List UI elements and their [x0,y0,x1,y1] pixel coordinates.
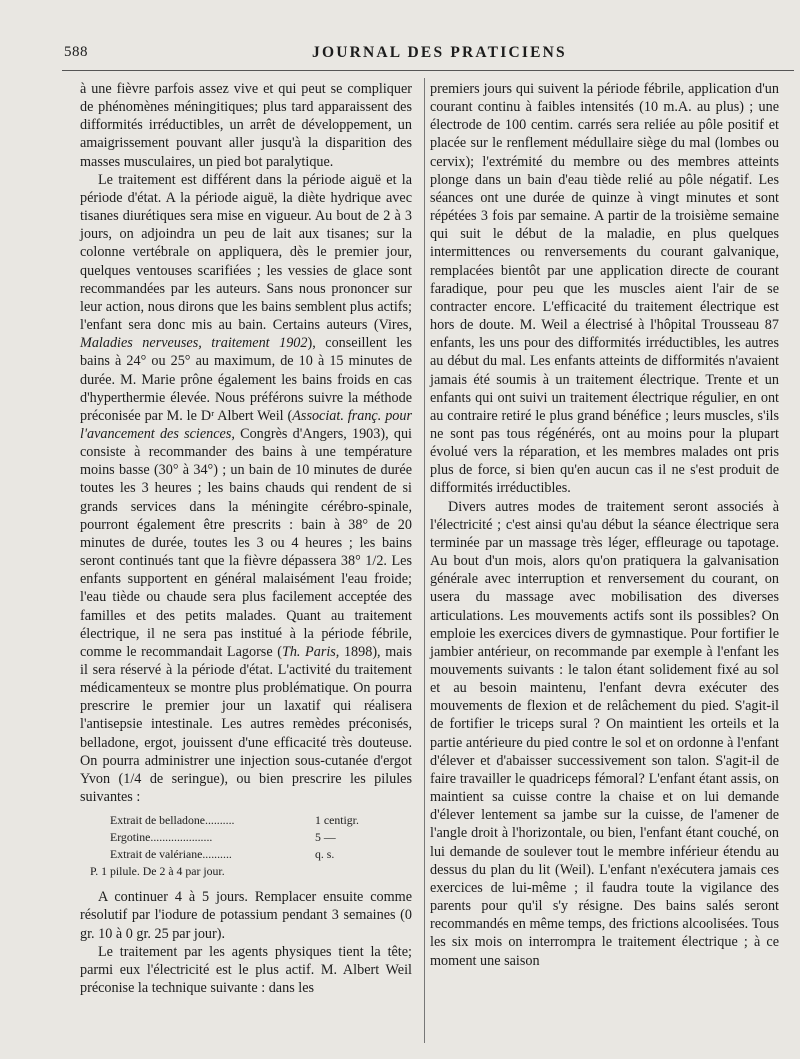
ingredient-dose: 5 — [315,830,336,845]
page-header [64,44,794,68]
paragraph: Divers autres modes de traitement seront associés à l'électricité ; c'est ainsi qu'au début la séance électrique sera terminée par un massage très léger, effleurage ou tapotage. Au bout d'un mois, alors qu'on pratiquera la galvanisation générale avec interruption et renversement du courant, on usera du massage avec mobilisation des diverses articulations. Les mouvements actifs sont ils possibles? On emploie les exercices divers de gymnastique. Pour fortifier le jambier antérieur, on recommande par exemple à l'enfant les mouvements suivants : le talon étant solidement fixé au sol et au besoin maintenu, l'enfant devra exécuter des mouvements de flexion et de relâchement du pied. S'agit-il de fortifier le triceps sural ? On maintient les orteils et la partie antérieure du pied contre le sol et on ordonne à l'enfant d'élever et d'abaisser successivement son talon. S'agit-il de faire travailler le quadriceps fémoral? L'enfant étant assis, on maintient sa cuisse contre la chaise et on lui demande d'élever lentement sa jambe sur la cuisse, de l'amener de l'angle droit à l'horizontale, ou bien, l'enfant étant couché, on lui demande de soulever tout le membre inférieur étendu au dessus du plan du lit (Weil). L'enfant n'exécutera jamais ces exercices de lui-même ; il faudra toute la vigilance des parents pour qu'il s'y résigne. Des bains salés seront recommandés en même temps, des frictions alcoolisées. Tous les six mois on interrompra le traitement électrique ; à ce moment une saison [430,498,779,969]
citation: Associat. franç. pour l'avancement des sciences, [80,407,412,442]
ingredient-name: Extrait de belladone.......... [110,813,235,828]
right-column [430,80,779,970]
citation: Th. Paris, [281,643,340,660]
paragraph: à une fièvre parfois assez vive et qui peut se compliquer de phénomènes méningitiques; plus tard apparaissent des difformités irréductibles, un arrêt de développement, un amaigrissement pouvant aller jusqu'à la disparition des masses musculaires, un pied bot paralytique. [80,81,412,170]
text-run: 1898), mais il sera réservé à la période d'état. L'activité du traitement médicamenteux se montre plus problématique. On pourra prescrire le premier jour un laxatif qui réalisera l'antisepsie intestinale. Les autres remèdes préconisés, belladone, ergot, jouissent d'une efficacité très douteuse. On pourra administrer une injection sous-cutanée d'ergot Yvon (1/4 de seringue), ou bien prescrire les pilules suivantes : [80,643,412,806]
prescription [80,812,412,863]
ingredient-name: Ergotine..................... [110,830,213,845]
text-run: Congrès d'Angers, 1903), qui consiste à recommander des bains à une température moins basse (30° à 34°) ; un bain de 10 minutes de durée toutes les 3 heures ; les bains chauds qui rendent de si grands services dans la méningite cérébro-spinale, pourront également être prescrits : bain à 38° de 20 minutes de durée, toutes les 3 ou 4 heures ; les bains seront continués tant que la fièvre dépassera 38° 1/2. Les enfants supportent en général malaisément l'eau froide; l'eau tiède ou chaude sera plus facilement acceptée des familles et des petits malades. Quant au traitement électrique, il ne sera pas institué à la période fébrile, comme le recommandait Lagorse ( [80,425,412,660]
text-run: Le traitement est différent dans la période aiguë et la période d'état. A la période aiguë, la diète hydrique avec tisanes diurétiques sera mise en vigueur. Au bout de 2 à 3 jours, on adjoindra un peu de lait aux tisanes; sur la colonne vertébrale on appliquera, dès le premier jour, quelques ventouses scarifiées ; les vessies de glace sont recommandées par les auteurs. Sans nous prononcer sur leur action, nous dirons que les bains semblent plus actifs; l'enfant sera donc mis au bain. Certains auteurs (Vires, [80,171,412,334]
prescription-row [80,812,412,829]
prescription-row [80,846,412,863]
header-rule [62,70,794,71]
prescription-row [80,829,412,846]
citation: Maladies nerveuses, traitement 1902 [80,335,308,352]
column-divider [424,78,425,1043]
ingredient-dose: 1 centigr. [315,813,359,828]
text-run: ), conseillent les bains à 24° ou 25° au maximum, de 10 à 15 minutes de durée. M. Marie prône également les bains froids en cas d'hyperthermie élevée. Nous préférons suivre la méthode préconisée par M. le Dʳ Albert Weil ( [80,335,412,424]
paragraph: Le traitement par les agents physiques tient la tête; parmi eux l'électricité est le plus actif. M. Albert Weil préconise la technique suivante : dans les [80,943,412,997]
ingredient-name: Extrait de valériane.......... [110,847,232,862]
paragraph: A continuer 4 à 5 jours. Remplacer ensuite comme résolutif par l'iodure de potassium pendant 3 semaines (0 gr. 10 à 0 gr. 25 par jour). [80,889,412,942]
ingredient-dose: q. s. [315,847,335,862]
page-number: 588 [64,44,88,60]
left-column [80,80,412,997]
paragraph [80,171,412,806]
prescription-note: P. 1 pilule. De 2 à 4 par jour. [90,864,225,879]
paragraph: premiers jours qui suivent la période fébrile, application d'un courant continu à faibles intensités (10 m.A. au plus) ; une électrode de 100 centim. carrés sera reliée au pôle positif et placée sur le renflement médullaire siège du mal (lombes ou cervix); l'extrémité du membre ou des membres atteints plonge dans un bain d'eau tiède relié au pôle négatif. Les séances ont une durée de quinze à vingt minutes et sont répétées 3 fois par semaine. A partir de la troisième semaine qui suit le début de la maladie, en plus quelques intermittences ou renversements du courant galvanique, remplacées bientôt par une application directe de courant faradique, pour peu que les muscles aient l'air de se contracter encore. L'efficacité du traitement électrique est hors de doute. M. Weil a électrisé à l'hôpital Trousseau 87 enfants, les uns pour des difformités irréductibles, les autres au début du mal. Les enfants atteints de difformités n'avaient jamais été soumis à un traitement électrique. Trente et un enfants qui ont suivi un traitement électrique régulier, en ont au contraire retiré le plus grand bénéfice ; leurs muscles, s'ils ne sont pas tous régénérés, ont au moins pour la plupart évolué vers la réparation, et les membres malades ont pris plus de force, si bien qu'en aucun cas il ne s'est produit de difformités irréductibles. [430,81,779,497]
running-title: JOURNAL DES PRATICIENS [312,44,567,61]
